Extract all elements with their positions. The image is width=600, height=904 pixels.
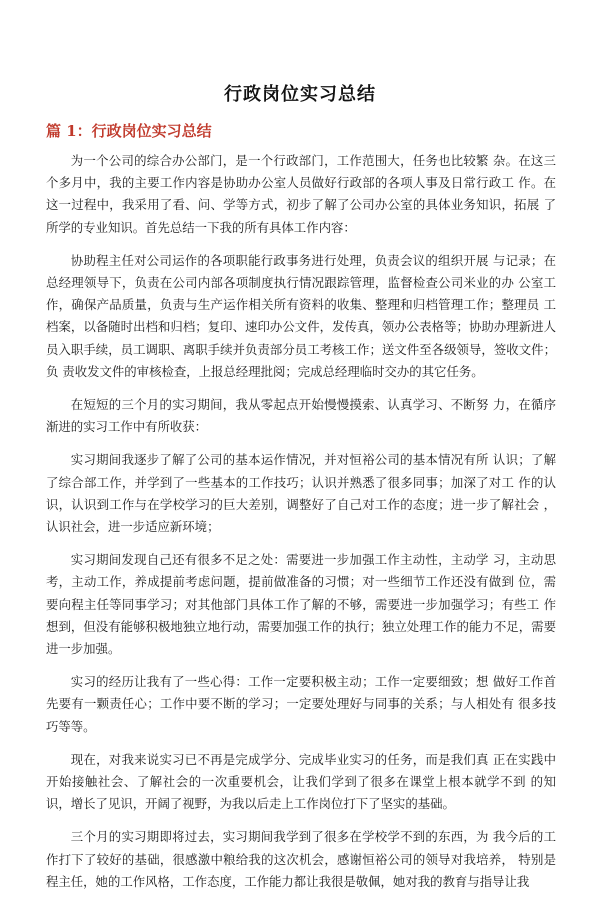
section-heading: 篇 1：行政岗位实习总结 [46, 122, 212, 140]
paragraph-shortcomings: 实习期间发现自己还有很多不足之处：需要进一步加强工作主动性，主动学 习，主动思考，主动工作，养成提前考虑问题，提前做准备的习惯；对一些细节工作还没有做到 位，需要向程主任等同事学习；对其他部门具体工作了解的不够，需要进一步加强学习；有些工 作想到，但没有能够积极地独立地行动，需要加强工作的执行；独立处理工作的能力不足，需要 进一步加强。 [46, 552, 556, 657]
paragraph-significance: 现在，对我来说实习已不再是完成学分、完成毕业实习的任务，而是我们真 正在实践中开始接触社会、了解社会的一次重要机会，让我们学到了很多在课堂上根本就学不到 的知识，增长了见识，开阔了视野，为我以后走上工作岗位打下了坚实的基础。 [46, 751, 556, 812]
paragraph-understanding: 实习期间我逐步了解了公司的基本运作情况，并对恒裕公司的基本情况有所 认识；了解了综合部工作，并学到了一些基本的工作技巧；认识并熟悉了很多同事；加深了对工 作的认识，认识到工作与在学校学习的巨大差别，调整好了自己对工作的态度；进一步了解社会 ，认识社会，进一步适应新环境； [46, 452, 556, 535]
paragraph-gains-intro: 在短短的三个月的实习期间，我从零起点开始慢慢摸索、认真学习、不断努 力，在循序渐进的实习工作中有所收获： [46, 397, 556, 435]
paragraph-insights: 实习的经历让我有了一些心得：工作一定要积极主动；工作一定要细致；想 做好工作首先要有一颗责任心；工作中要不断的学习；一定要处理好与同事的关系；与人相处有 很多技巧等等。 [46, 674, 556, 734]
paragraph-intro: 为一个公司的综合办公部门，是一个行政部门，工作范围大，任务也比较繁 杂。在这三个多月中，我的主要工作内容是协助办公室人员做好行政部的各项人事及日常行政工 作。在这一过程中，我采用了看、问、学等方式，初步了解了公司办公室的具体业务知识，拓展 了所学的专业知识。首先总结一下我的所有具体工作内容： [46, 153, 556, 235]
paragraph-duties: 协助程主任对公司运作的各项职能行政事务进行处理，负责会议的组织开展 与记录；在总经理领导下，负责在公司内部各项制度执行情况跟踪管理，监督检查公司米业的办 公室工作，确保产品质量，负责与生产运作相关所有资料的收集、整理和归档管理工作；整理员 工档案，以备随时出档和归档；复印、速印办公文件，发传真，领办公表格等；协助办理新进人 员入职手续，员工调职、离职手续并负责部分员工考核工作；送文件至各级领导，签收文件；负 责收发文件的审核检查，上报总经理批阅；完成总经理临时交办的其它任务。 [46, 252, 556, 379]
page-title: 行政岗位实习总结 [224, 84, 376, 105]
document-body [46, 150, 556, 904]
paragraph-conclusion: 三个月的实习期即将过去，实习期间我学到了很多在学校学不到的东西，为 我今后的工作打下了较好的基础，很感激中粮给我的这次机会，感谢恒裕公司的领导对我培养， 特别是程主任，她的工作风格，工作态度，工作能力都让我很是敬佩，她对我的教育与指导让我 [46, 829, 556, 889]
